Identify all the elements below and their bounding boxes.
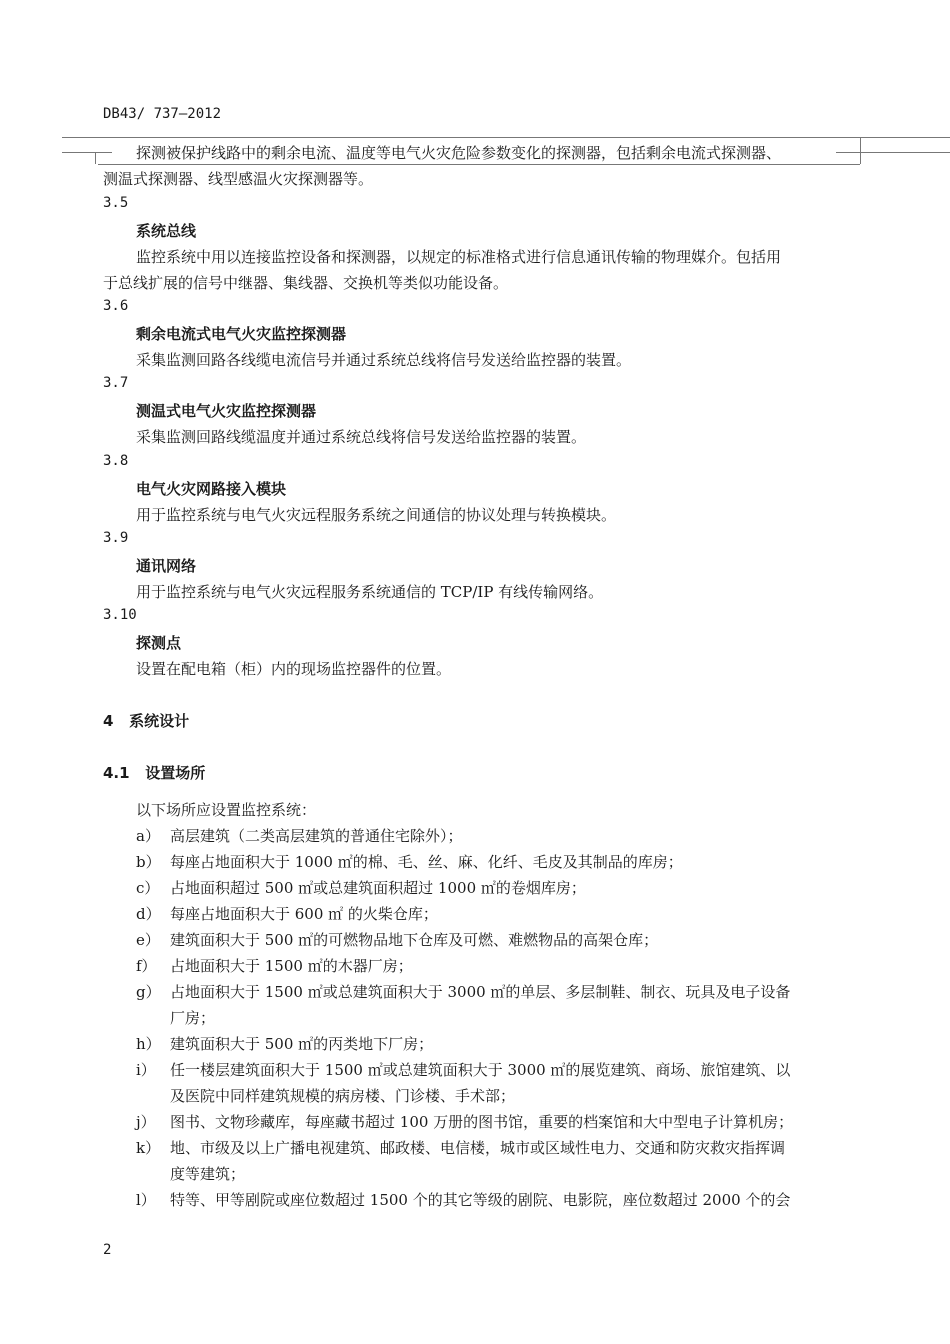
list-item-label: g） bbox=[136, 983, 161, 1001]
list-item-text: 度等建筑； bbox=[170, 1165, 246, 1183]
list-lead: 以下场所应设置监控系统： bbox=[136, 801, 317, 819]
list-item-label: f） bbox=[136, 957, 157, 975]
section-heading: 4 系统设计 bbox=[103, 712, 190, 730]
term-number: 3.8 bbox=[103, 453, 129, 469]
list-item-text: 建筑面积大于 500 ㎡的可燃物品地下仓库及可燃、难燃物品的高架仓库； bbox=[170, 931, 659, 949]
frame-right-rule bbox=[836, 152, 950, 153]
page-number: 2 bbox=[103, 1242, 112, 1258]
term-title: 系统总线 bbox=[136, 222, 197, 240]
term-definition-line: 采集监测回路各线缆电流信号并通过系统总线将信号发送给监控器的装置。 bbox=[136, 351, 632, 369]
list-item-text: 每座占地面积大于 600 ㎡ 的火柴仓库； bbox=[170, 905, 438, 923]
list-item-text: 任一楼层建筑面积大于 1500 ㎡或总建筑面积大于 3000 ㎡的展览建筑、商场、旅馆建筑、以 bbox=[170, 1061, 791, 1079]
term-definition-line: 设置在配电箱（柜）内的现场监控器件的位置。 bbox=[136, 660, 452, 678]
frame-left-rule bbox=[62, 152, 112, 153]
list-item-label: i） bbox=[136, 1061, 156, 1079]
term-definition-line: 监控系统中用以连接监控设备和探测器，以规定的标准格式进行信息通讯传输的物理媒介。包括用 bbox=[136, 248, 782, 266]
list-item-text: 地、市级及以上广播电视建筑、邮政楼、电信楼，城市或区域性电力、交通和防灾救灾指挥调 bbox=[170, 1139, 786, 1157]
frame-left-tick bbox=[95, 152, 96, 164]
header-rule bbox=[62, 137, 950, 138]
term-number: 3.9 bbox=[103, 530, 129, 546]
term-title: 电气火灾网路接入模块 bbox=[136, 480, 287, 498]
list-item-text: 及医院中同样建筑规模的病房楼、门诊楼、手术部； bbox=[170, 1087, 516, 1105]
list-item-label: h） bbox=[136, 1035, 161, 1053]
list-item-text: 厂房； bbox=[170, 1009, 216, 1027]
list-item-text: 图书、文物珍藏库，每座藏书超过 100 万册的图书馆，重要的档案馆和大中型电子计算机房； bbox=[170, 1113, 794, 1131]
term-title: 剩余电流式电气火灾监控探测器 bbox=[136, 325, 347, 343]
list-item-label: d） bbox=[136, 905, 161, 923]
list-item-label: c） bbox=[136, 879, 160, 897]
list-item-label: b） bbox=[136, 853, 161, 871]
list-item-label: l） bbox=[136, 1191, 156, 1209]
term-number: 3.5 bbox=[103, 195, 129, 211]
document-code: DB43/ 737—2012 bbox=[103, 106, 222, 122]
list-item-text: 占地面积大于 1500 ㎡的木器厂房； bbox=[170, 957, 413, 975]
list-item-text: 建筑面积大于 500 ㎡的丙类地下厂房； bbox=[170, 1035, 434, 1053]
list-item-label: j） bbox=[136, 1113, 156, 1131]
frame-bottom-rule bbox=[98, 164, 860, 165]
frame-right-tick bbox=[860, 137, 861, 164]
list-item-text: 占地面积大于 1500 ㎡或总建筑面积大于 3000 ㎡的单层、多层制鞋、制衣、玩具及电子设备 bbox=[170, 983, 791, 1001]
term-number: 3.6 bbox=[103, 298, 129, 314]
term-number: 3.7 bbox=[103, 375, 129, 391]
list-item-text: 特等、甲等剧院或座位数超过 1500 个的其它等级的剧院、电影院，座位数超过 2000 个的会 bbox=[170, 1191, 791, 1209]
list-item-label: k） bbox=[136, 1139, 161, 1157]
term-definition-line: 用于监控系统与电气火灾远程服务系统通信的 TCP/IP 有线传输网络。 bbox=[136, 583, 604, 601]
term-definition-line: 用于监控系统与电气火灾远程服务系统之间通信的协议处理与转换模块。 bbox=[136, 506, 617, 524]
intro-line-2: 测温式探测器、线型感温火灾探测器等。 bbox=[103, 170, 374, 188]
list-item-label: e） bbox=[136, 931, 160, 949]
term-title: 通讯网络 bbox=[136, 557, 197, 575]
subsection-heading: 4.1 设置场所 bbox=[103, 764, 206, 782]
list-item-label: a） bbox=[136, 827, 160, 845]
intro-line-1: 探测被保护线路中的剩余电流、温度等电气火灾危险参数变化的探测器，包括剩余电流式探测器、 bbox=[136, 144, 782, 162]
list-item-text: 每座占地面积大于 1000 ㎡的棉、毛、丝、麻、化纤、毛皮及其制品的库房； bbox=[170, 853, 683, 871]
term-title: 测温式电气火灾监控探测器 bbox=[136, 402, 317, 420]
term-number: 3.10 bbox=[103, 607, 137, 623]
term-definition-line: 采集监测回路线缆温度并通过系统总线将信号发送给监控器的装置。 bbox=[136, 428, 587, 446]
term-title: 探测点 bbox=[136, 634, 182, 652]
list-item-text: 高层建筑（二类高层建筑的普通住宅除外）； bbox=[170, 827, 463, 845]
term-definition-line: 于总线扩展的信号中继器、集线器、交换机等类似功能设备。 bbox=[103, 274, 509, 292]
list-item-text: 占地面积超过 500 ㎡或总建筑面积超过 1000 ㎡的卷烟库房； bbox=[170, 879, 586, 897]
